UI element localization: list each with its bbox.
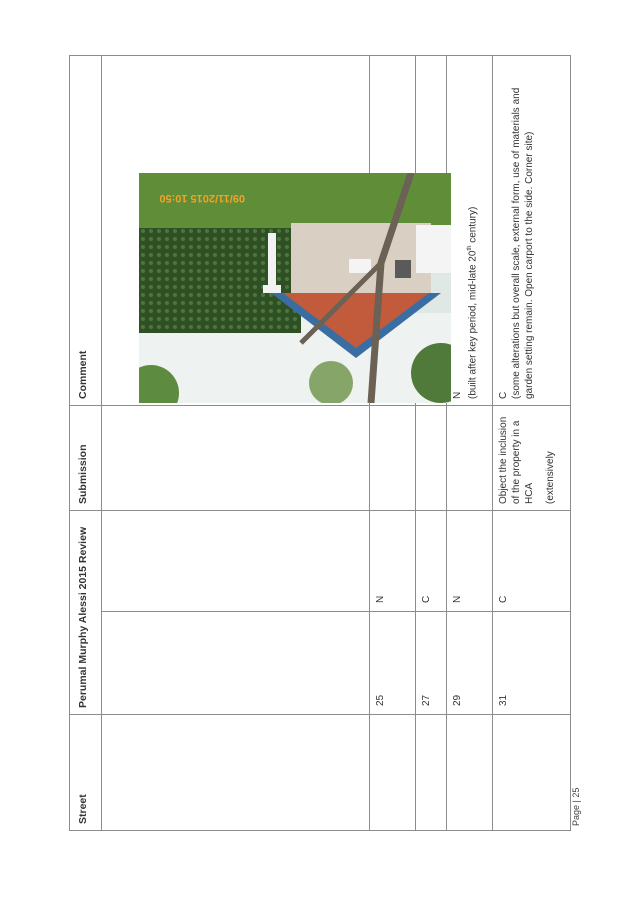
review-table [69,55,571,831]
page-number: Page | 25 [571,787,581,826]
table-row [369,56,415,831]
number-cell: 31 [492,612,570,715]
grade-cell: N [369,511,415,612]
comment-text: (built after key period, mid-late 20th century) [466,206,479,399]
street-cell [415,715,446,831]
comment-cell [446,56,492,406]
number-cell: 25 [369,612,415,715]
page-footer [571,787,581,896]
street-cell [369,715,415,831]
header-comment: Comment [70,56,102,406]
header-review: Perumal Murphy Alessi 2015 Review [70,511,102,715]
number-cell: 27 [415,612,446,715]
header-row [70,56,102,831]
photo-timestamp: 09/11/2015 10:50 [159,192,246,204]
street-cell [102,715,370,831]
review-table-sheet [69,56,571,831]
grade-cell: C [415,511,446,612]
header-street: Street [70,715,102,831]
comment-text: (some alterations but overall scale, external form, use of materials and garden setting remain. Open carport to the side. Corner site) [510,87,535,399]
number-cell [102,612,370,715]
table-row [492,56,570,831]
photo-cell [102,56,370,406]
table-row [446,56,492,831]
grade-cell: N [446,511,492,612]
submission-cell [369,406,415,511]
submission-text: Object the inclusion of the property in a HCA [497,416,535,504]
grade-cell [102,511,370,612]
table-row [102,56,370,831]
submission-cell [415,406,446,511]
street-cell [492,715,570,831]
submission-text-cont: (extensively [544,451,556,504]
submission-cell [446,406,492,511]
submission-cell [102,406,370,511]
house-photo [139,173,451,403]
number-cell: 29 [446,612,492,715]
street-cell [446,715,492,831]
comment-grade: C [497,391,509,399]
comment-cell [492,56,570,406]
header-submission: Submission [70,406,102,511]
table-row [415,56,446,831]
grade-cell: C [492,511,570,612]
comment-grade: N [451,391,463,399]
submission-cell [492,406,570,511]
